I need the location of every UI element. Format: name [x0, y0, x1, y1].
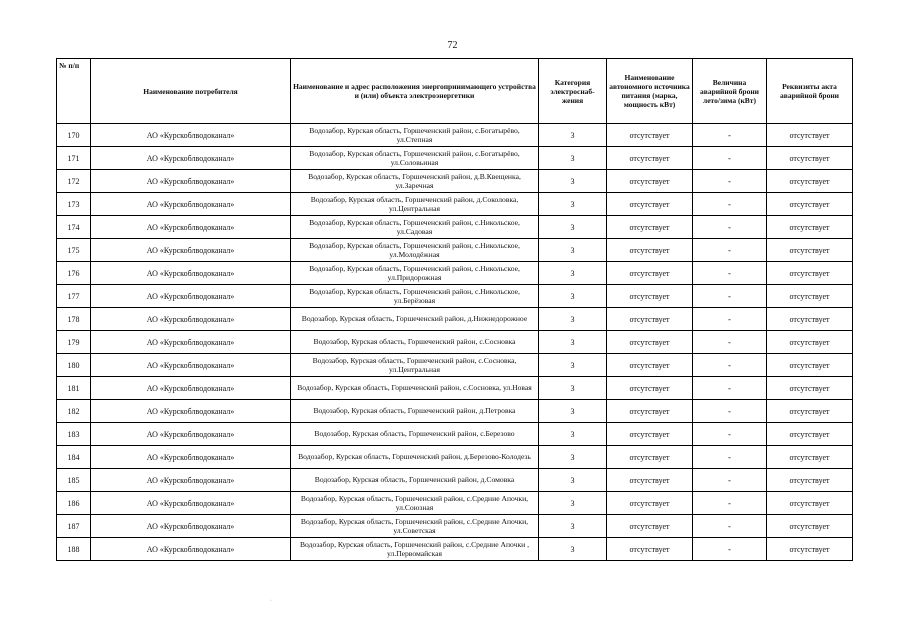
cell-act: отсутствует [767, 400, 853, 423]
cell-category: 3 [539, 216, 607, 239]
cell-address: Водозабор, Курская область, Горшеченский район, с.Богатырёво, ул.Степная [291, 124, 539, 147]
table-row [57, 285, 853, 308]
cell-act: отсутствует [767, 170, 853, 193]
cell-category: 3 [539, 170, 607, 193]
table-row [57, 377, 853, 400]
cell-act: отсутствует [767, 492, 853, 515]
cell-consumer: АО «Курскоблводоканал» [91, 446, 291, 469]
cell-address: Водозабор, Курская область, Горшеченский район, с.Сосновка [291, 331, 539, 354]
cell-address: Водозабор, Курская область, Горшеченский район, с.Сосновка, ул.Новая [291, 377, 539, 400]
cell-num: 188 [57, 538, 91, 561]
cell-num: 187 [57, 515, 91, 538]
cell-consumer: АО «Курскоблводоканал» [91, 331, 291, 354]
cell-act: отсутствует [767, 423, 853, 446]
cell-address: Водозабор, Курская область, Горшеченский район, с.Березово [291, 423, 539, 446]
table-row [57, 423, 853, 446]
cell-act: отсутствует [767, 124, 853, 147]
table-row [57, 515, 853, 538]
cell-num: 181 [57, 377, 91, 400]
cell-num: 178 [57, 308, 91, 331]
cell-act: отсутствует [767, 147, 853, 170]
cell-category: 3 [539, 331, 607, 354]
cell-address: Водозабор, Курская область, Горшеченский район, д.Петровка [291, 400, 539, 423]
cell-reserve: - [693, 239, 767, 262]
cell-source: отсутствует [607, 423, 693, 446]
cell-category: 3 [539, 285, 607, 308]
cell-address: Водозабор, Курская область, Горшеченский район, с.Никольское, ул.Придорожная [291, 262, 539, 285]
cell-address: Водозабор, Курская область, Горшеченский район, с.Средние Апочки , ул.Первомайская [291, 538, 539, 561]
cell-reserve: - [693, 492, 767, 515]
cell-consumer: АО «Курскоблводоканал» [91, 193, 291, 216]
cell-consumer: АО «Курскоблводоканал» [91, 124, 291, 147]
cell-act: отсутствует [767, 377, 853, 400]
cell-source: отсутствует [607, 354, 693, 377]
cell-num: 179 [57, 331, 91, 354]
cell-consumer: АО «Курскоблводоканал» [91, 354, 291, 377]
cell-act: отсутствует [767, 331, 853, 354]
table-row [57, 193, 853, 216]
cell-source: отсутствует [607, 331, 693, 354]
cell-address: Водозабор, Курская область, Горшеченский район, д.В.Квещенка, ул.Заречная [291, 170, 539, 193]
cell-act: отсутствует [767, 193, 853, 216]
cell-consumer: АО «Курскоблводоканал» [91, 538, 291, 561]
cell-consumer: АО «Курскоблводоканал» [91, 262, 291, 285]
cell-consumer: АО «Курскоблводоканал» [91, 239, 291, 262]
cell-act: отсутствует [767, 308, 853, 331]
table-row [57, 469, 853, 492]
cell-act: отсутствует [767, 216, 853, 239]
cell-category: 3 [539, 423, 607, 446]
cell-category: 3 [539, 538, 607, 561]
cell-consumer: АО «Курскоблводоканал» [91, 308, 291, 331]
cell-reserve: - [693, 354, 767, 377]
cell-num: 184 [57, 446, 91, 469]
cell-address: Водозабор, Курская область, Горшеченский район, с.Никольское, ул.Берёзовая [291, 285, 539, 308]
cell-num: 186 [57, 492, 91, 515]
cell-act: отсутствует [767, 538, 853, 561]
cell-act: отсутствует [767, 262, 853, 285]
cell-consumer: АО «Курскоблводоканал» [91, 170, 291, 193]
cell-num: 172 [57, 170, 91, 193]
cell-reserve: - [693, 147, 767, 170]
header-consumer: Наименование потребителя [91, 59, 291, 124]
cell-category: 3 [539, 469, 607, 492]
cell-category: 3 [539, 400, 607, 423]
cell-num: 174 [57, 216, 91, 239]
cell-reserve: - [693, 423, 767, 446]
table-row [57, 170, 853, 193]
cell-address: Водозабор, Курская область, Горшеченский район, д.Соколовка, ул.Центральная [291, 193, 539, 216]
table-row [57, 331, 853, 354]
cell-category: 3 [539, 354, 607, 377]
cell-reserve: - [693, 170, 767, 193]
cell-source: отсутствует [607, 515, 693, 538]
cell-address: Водозабор, Курская область, Горшеченский район, с.Богатырёво, ул.Соловьиная [291, 147, 539, 170]
table-row [57, 446, 853, 469]
cell-source: отсутствует [607, 377, 693, 400]
table-row [57, 239, 853, 262]
cell-consumer: АО «Курскоблводоканал» [91, 400, 291, 423]
table-row [57, 262, 853, 285]
cell-source: отсутствует [607, 262, 693, 285]
cell-reserve: - [693, 331, 767, 354]
cell-act: отсутствует [767, 446, 853, 469]
cell-address: Водозабор, Курская область, Горшеченский район, с.Средние Апочки, ул.Советская [291, 515, 539, 538]
cell-reserve: - [693, 377, 767, 400]
cell-address: Водозабор, Курская область, Горшеченский район, д.Сомовка [291, 469, 539, 492]
cell-category: 3 [539, 124, 607, 147]
cell-num: 176 [57, 262, 91, 285]
header-source: Наименование автономного источника питания (марка, мощность кВт) [607, 59, 693, 124]
cell-address: Водозабор, Курская область, Горшеченский район, с.Сосновка, ул.Центральная [291, 354, 539, 377]
cell-act: отсутствует [767, 354, 853, 377]
cell-address: Водозабор, Курская область, Горшеченский район, д.Березово-Колодезь [291, 446, 539, 469]
cell-num: 182 [57, 400, 91, 423]
cell-source: отсутствует [607, 308, 693, 331]
cell-source: отсутствует [607, 538, 693, 561]
table-row [57, 400, 853, 423]
table-row [57, 147, 853, 170]
table-row [57, 216, 853, 239]
cell-reserve: - [693, 446, 767, 469]
cell-category: 3 [539, 377, 607, 400]
cell-category: 3 [539, 446, 607, 469]
cell-act: отсутствует [767, 285, 853, 308]
header-category: Категория электроснаб-жения [539, 59, 607, 124]
cell-source: отсутствует [607, 285, 693, 308]
cell-num: 180 [57, 354, 91, 377]
cell-reserve: - [693, 400, 767, 423]
cell-category: 3 [539, 492, 607, 515]
cell-consumer: АО «Курскоблводоканал» [91, 492, 291, 515]
cell-category: 3 [539, 147, 607, 170]
cell-reserve: - [693, 469, 767, 492]
table-header-row [57, 59, 853, 124]
cell-source: отсутствует [607, 124, 693, 147]
table-row [57, 124, 853, 147]
cell-category: 3 [539, 308, 607, 331]
header-act: Реквизиты акта аварийной брони [767, 59, 853, 124]
cell-category: 3 [539, 193, 607, 216]
cell-consumer: АО «Курскоблводоканал» [91, 147, 291, 170]
cell-consumer: АО «Курскоблводоканал» [91, 515, 291, 538]
table-row [57, 354, 853, 377]
cell-source: отсутствует [607, 492, 693, 515]
scan-artifact: · [270, 598, 272, 604]
page-number: 72 [447, 40, 458, 51]
cell-reserve: - [693, 124, 767, 147]
cell-reserve: - [693, 285, 767, 308]
cell-source: отсутствует [607, 147, 693, 170]
cell-reserve: - [693, 308, 767, 331]
cell-consumer: АО «Курскоблводоканал» [91, 216, 291, 239]
cell-act: отсутствует [767, 469, 853, 492]
cell-consumer: АО «Курскоблводоканал» [91, 469, 291, 492]
table-body [57, 124, 853, 561]
cell-num: 171 [57, 147, 91, 170]
cell-act: отсутствует [767, 515, 853, 538]
cell-reserve: - [693, 538, 767, 561]
cell-address: Водозабор, Курская область, Горшеченский район, с.Средние Апочки, ул.Союзная [291, 492, 539, 515]
cell-address: Водозабор, Курская область, Горшеченский район, с.Никольское, ул.Садовая [291, 216, 539, 239]
cell-consumer: АО «Курскоблводоканал» [91, 377, 291, 400]
cell-consumer: АО «Курскоблводоканал» [91, 285, 291, 308]
cell-num: 183 [57, 423, 91, 446]
cell-act: отсутствует [767, 239, 853, 262]
cell-reserve: - [693, 515, 767, 538]
cell-category: 3 [539, 262, 607, 285]
table-row [57, 492, 853, 515]
header-num: № п/п [57, 59, 91, 124]
cell-source: отсутствует [607, 469, 693, 492]
header-object: Наименование и адрес расположения энергопринимающего устройства и (или) объекта электроэнергетики [291, 59, 539, 124]
table-row [57, 538, 853, 561]
cell-source: отсутствует [607, 239, 693, 262]
cell-num: 175 [57, 239, 91, 262]
cell-source: отсутствует [607, 400, 693, 423]
cell-category: 3 [539, 239, 607, 262]
cell-num: 177 [57, 285, 91, 308]
cell-num: 173 [57, 193, 91, 216]
cell-source: отсутствует [607, 216, 693, 239]
header-reserve: Величина аварийной брони лето/зима (кВт) [693, 59, 767, 124]
cell-address: Водозабор, Курская область, Горшеченский район, с.Никольское, ул.Молодёжная [291, 239, 539, 262]
cell-category: 3 [539, 515, 607, 538]
table-row [57, 308, 853, 331]
cell-source: отсутствует [607, 170, 693, 193]
cell-reserve: - [693, 262, 767, 285]
cell-source: отсутствует [607, 193, 693, 216]
cell-num: 170 [57, 124, 91, 147]
cell-reserve: - [693, 216, 767, 239]
consumers-table [56, 58, 853, 561]
cell-consumer: АО «Курскоблводоканал» [91, 423, 291, 446]
cell-source: отсутствует [607, 446, 693, 469]
cell-num: 185 [57, 469, 91, 492]
cell-address: Водозабор, Курская область, Горшеченский район, д.Нижнедорожное [291, 308, 539, 331]
cell-reserve: - [693, 193, 767, 216]
